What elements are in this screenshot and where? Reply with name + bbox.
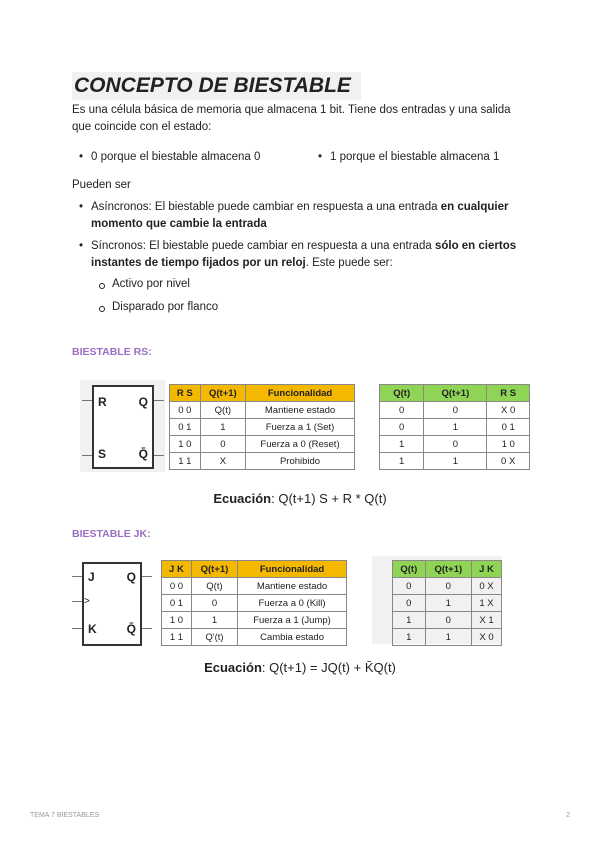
table-cell: X 0 — [471, 629, 501, 646]
table-cell: 1 X — [471, 595, 501, 612]
table-cell: 1 0 — [487, 436, 530, 453]
list-item-asincronos — [91, 199, 531, 233]
pin-s: S — [98, 447, 107, 461]
table-cell: Q(t) — [191, 578, 237, 595]
rs-flipflop — [92, 385, 154, 469]
page-number: 2 — [566, 812, 570, 819]
table-row — [380, 402, 530, 419]
sub-item: Activo por nivel — [112, 278, 190, 290]
column-header: Q(t) — [380, 385, 424, 402]
intro-text: Es una célula básica de memoria que almacena 1 bit. Tiene dos entradas y una salida que coincide con el estado: — [72, 104, 511, 133]
table-cell: 0 — [393, 578, 426, 595]
table-row — [170, 453, 355, 470]
pin-q: Q — [126, 570, 136, 584]
table-cell: 0 — [380, 402, 424, 419]
rs-diagram — [80, 380, 165, 472]
table-cell: X 0 — [487, 402, 530, 419]
text: . Este puede ser: — [305, 257, 393, 269]
list-item: • 0 porque el biestable almacena 0 — [91, 149, 260, 166]
jk-truth-table — [161, 560, 347, 646]
table-row — [380, 453, 530, 470]
table-cell: 0 — [425, 578, 471, 595]
bold-text: sólo en ciertos instantes de tiempo fijados por un reloj — [91, 240, 517, 269]
rs-excitation-table — [379, 384, 530, 470]
table-cell: 1 — [424, 453, 487, 470]
table-cell: 1 — [393, 629, 426, 646]
table-row — [393, 578, 502, 595]
table-cell: X — [200, 453, 245, 470]
table-cell: 0 — [425, 612, 471, 629]
sub-item: Disparado por flanco — [112, 301, 219, 313]
table-cell: Q'(t) — [191, 629, 237, 646]
table-cell: 1 1 — [170, 453, 201, 470]
table-row — [162, 578, 347, 595]
rs-truth-table — [169, 384, 355, 470]
rs-equation — [0, 491, 600, 506]
column-header: R S — [487, 385, 530, 402]
page-title: CONCEPTO DE BIESTABLE — [72, 72, 361, 100]
jk-equation — [0, 660, 600, 675]
table-row — [170, 419, 355, 436]
eq-label: Ecuación — [204, 660, 262, 675]
jk-heading: BIESTABLE JK: — [72, 528, 151, 540]
table-row — [393, 629, 502, 646]
jk-diagram — [70, 556, 160, 646]
table-cell: Cambia estado — [238, 629, 347, 646]
table-cell: 1 — [380, 436, 424, 453]
eq-text: : Q(t+1) S + R * Q(t) — [271, 491, 387, 506]
table-row — [162, 612, 347, 629]
list-item: • 1 porque el biestable almacena 1 — [330, 149, 499, 166]
table-cell: 1 1 — [162, 629, 192, 646]
table-cell: 0 — [380, 419, 424, 436]
table-cell: 0 0 — [162, 578, 192, 595]
list-item-sincronos — [91, 238, 531, 272]
table-cell: 1 — [200, 419, 245, 436]
pueden-text: Pueden ser — [72, 179, 131, 191]
table-cell: 0 X — [471, 578, 501, 595]
eq-label: Ecuación — [213, 491, 272, 506]
table-cell: 1 0 — [170, 436, 201, 453]
table-cell: 1 — [380, 453, 424, 470]
table-cell: 0 — [200, 436, 245, 453]
pin-qbar: Q̄ — [138, 447, 148, 461]
pin-q: Q — [138, 395, 148, 409]
table-cell: 1 — [424, 419, 487, 436]
table-cell: 0 1 — [170, 419, 201, 436]
column-header: J K — [162, 561, 192, 578]
table-cell: 1 — [191, 612, 237, 629]
table-row — [380, 436, 530, 453]
pin-qbar: Q̄ — [126, 622, 136, 636]
table-cell: 1 0 — [162, 612, 192, 629]
footer-title: TEMA 7 BIESTABLES — [30, 812, 100, 819]
table-cell: 0 X — [487, 453, 530, 470]
table-cell: Fuerza a 0 (Kill) — [238, 595, 347, 612]
table-row — [170, 402, 355, 419]
table-cell: 0 0 — [170, 402, 201, 419]
bold-text: en cualquier momento que cambie la entrada — [91, 201, 509, 230]
text: Asíncronos: El biestable puede cambiar en respuesta a una entrada — [91, 201, 441, 213]
table-cell: Q(t) — [200, 402, 245, 419]
table-cell: 1 — [425, 629, 471, 646]
rs-heading: BIESTABLE RS: — [72, 346, 152, 358]
column-header: Q(t+1) — [191, 561, 237, 578]
jk-excitation-table — [392, 560, 502, 646]
pin-r: R — [98, 395, 107, 409]
table-cell: 0 — [191, 595, 237, 612]
table-cell: X 1 — [471, 612, 501, 629]
table-row — [162, 629, 347, 646]
table-cell: Fuerza a 1 (Jump) — [238, 612, 347, 629]
column-header: R S — [170, 385, 201, 402]
column-header: Q(t) — [393, 561, 426, 578]
table-cell: 0 1 — [162, 595, 192, 612]
table-cell: Prohibido — [246, 453, 355, 470]
clock-icon: > — [84, 596, 90, 607]
table-cell: 0 — [424, 402, 487, 419]
column-header: Funcionalidad — [238, 561, 347, 578]
table-row — [380, 419, 530, 436]
table-cell: 0 — [424, 436, 487, 453]
table-cell: 1 — [393, 612, 426, 629]
pin-k: K — [88, 622, 97, 636]
table-row — [393, 612, 502, 629]
table-cell: 1 — [425, 595, 471, 612]
table-cell: Mantiene estado — [246, 402, 355, 419]
table-row — [393, 595, 502, 612]
table-cell: 0 — [393, 595, 426, 612]
column-header: Q(t+1) — [424, 385, 487, 402]
column-header: Funcionalidad — [246, 385, 355, 402]
eq-text: : Q(t+1) = JQ(t) + K̄Q(t) — [261, 660, 396, 675]
column-header: Q(t+1) — [200, 385, 245, 402]
jk-flipflop — [82, 562, 142, 646]
text: Síncronos: El biestable puede cambiar en respuesta a una entrada — [91, 240, 435, 252]
table-cell: Mantiene estado — [238, 578, 347, 595]
column-header: Q(t+1) — [425, 561, 471, 578]
table-cell: Fuerza a 1 (Set) — [246, 419, 355, 436]
pin-j: J — [88, 570, 95, 584]
table-row — [170, 436, 355, 453]
table-cell: 0 1 — [487, 419, 530, 436]
table-row — [162, 595, 347, 612]
column-header: J K — [471, 561, 501, 578]
table-cell: Fuerza a 0 (Reset) — [246, 436, 355, 453]
